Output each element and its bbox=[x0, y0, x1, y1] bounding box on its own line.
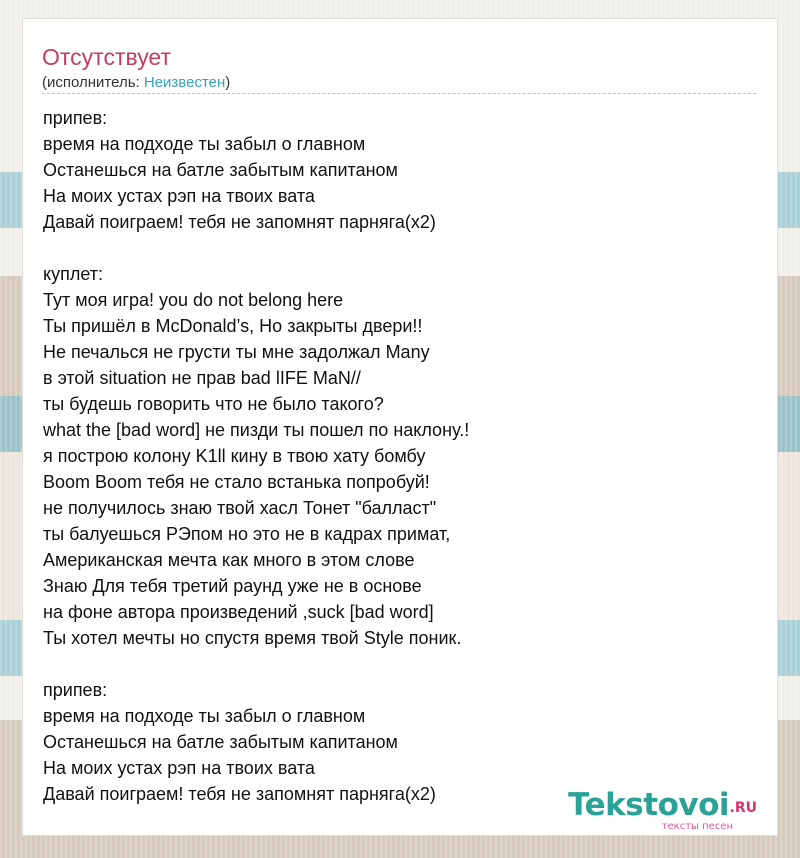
lyric-line: Не печалься не грусти ты мне задолжал Many bbox=[43, 342, 430, 362]
lyric-line: Знаю Для тебя третий раунд уже не в основе bbox=[43, 576, 422, 596]
lyrics-card bbox=[22, 18, 778, 836]
lyric-line: ты балуешься РЭпом но это не в кадрах примат, bbox=[43, 524, 451, 544]
lyric-line: Останешься на батле забытым капитаном bbox=[43, 160, 398, 180]
lyric-line: время на подходе ты забыл о главном bbox=[43, 706, 366, 726]
dashed-divider bbox=[42, 93, 756, 94]
lyric-line: Ты хотел мечты но спустя время твой Style поник. bbox=[43, 628, 462, 648]
logo-tagline: тексты песен bbox=[661, 821, 733, 832]
blank-line bbox=[43, 651, 743, 677]
lyric-line: в этой situation не прав bad lIFE MaN// bbox=[43, 368, 361, 388]
lyric-line: ты будешь говорить что не было такого? bbox=[43, 394, 384, 414]
lyric-line: Давай поиграем! тебя не запомнят парняга(x2) bbox=[43, 212, 436, 232]
lyric-line: я построю колону K1ll кину в твою хату бомбу bbox=[43, 446, 426, 466]
lyric-line: Ты пришёл в McDonald’s, Но закрыты двери!! bbox=[43, 316, 423, 336]
blank-line bbox=[43, 235, 743, 261]
lyrics-text bbox=[43, 105, 743, 807]
lyric-line: Останешься на батле забытым капитаном bbox=[43, 732, 398, 752]
artist-prefix: (исполнитель: bbox=[42, 74, 144, 91]
lyric-line: не получилось знаю твой хасл Тонет "балласт" bbox=[43, 498, 437, 518]
lyric-line: Boom Boom тебя не стало встанька попробуй! bbox=[43, 472, 430, 492]
lyric-line: Давай поиграем! тебя не запомнят парняга(x2) bbox=[43, 784, 436, 804]
artist-suffix: ) bbox=[225, 74, 231, 91]
lyric-line: на фоне автора произведений ,suck [bad word] bbox=[43, 602, 434, 622]
lyric-line: what the [bad word] не пизди ты пошел по наклону.! bbox=[43, 420, 470, 440]
lyric-line: Американская мечта как много в этом слове bbox=[43, 550, 415, 570]
song-title: Отсутствует bbox=[42, 44, 171, 70]
lyric-line: время на подходе ты забыл о главном bbox=[43, 134, 366, 154]
lyric-line: припев: bbox=[43, 108, 108, 128]
logo-wordmark: Tekstovoi bbox=[568, 787, 729, 823]
artist-line bbox=[42, 73, 230, 93]
lyric-line: На моих устах рэп на твоих вата bbox=[43, 758, 315, 778]
lyric-line: припев: bbox=[43, 680, 108, 700]
lyric-line: На моих устах рэп на твоих вата bbox=[43, 186, 315, 206]
lyric-line: куплет: bbox=[43, 264, 103, 284]
site-logo[interactable] bbox=[559, 787, 769, 835]
artist-link[interactable]: Неизвестен bbox=[143, 74, 226, 91]
lyric-line: Тут моя игра! you do not belong here bbox=[43, 290, 344, 310]
logo-tld: .RU bbox=[729, 800, 757, 816]
